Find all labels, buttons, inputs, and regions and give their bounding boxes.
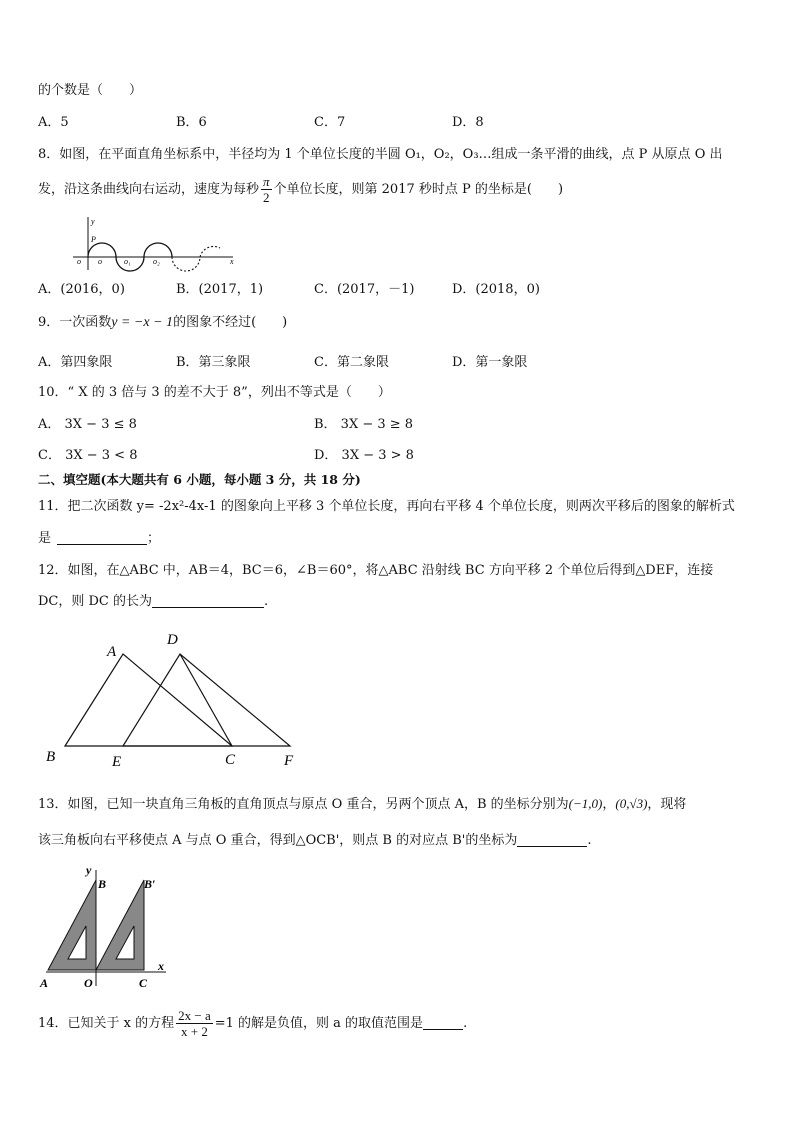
q13-stem-line2-post: . xyxy=(587,833,592,848)
q10-option-c: C． 3X − 3 < 8 xyxy=(38,448,138,463)
q14-stem-post: . xyxy=(463,1016,468,1031)
q11-stem-line2-post: ； xyxy=(147,531,161,546)
q10-option-b: B． 3X − 3 ≥ 8 xyxy=(314,417,414,432)
q8-label-y: y xyxy=(91,217,95,226)
q9-option-c: C．第二象限 xyxy=(314,355,389,370)
q13-label-a: A xyxy=(40,976,49,990)
q12-segment-dc xyxy=(180,654,232,746)
q10-option-a: A． 3X − 3 ≤ 8 xyxy=(38,417,137,432)
q14-stem xyxy=(38,1006,467,1042)
q13-label-x: x xyxy=(158,959,164,973)
q12-label-e: E xyxy=(112,754,122,770)
q9-stem xyxy=(38,314,287,332)
q8-label-p: P xyxy=(91,235,96,244)
q8-stem-line2 xyxy=(38,174,563,206)
q13-coord-b: (0,√3) xyxy=(615,796,648,811)
q7-stem-tail: 的个数是（ ） xyxy=(38,83,143,98)
q8-figure xyxy=(68,212,243,272)
q14-stem-pre: 14．已知关于 x 的方程 xyxy=(38,1016,175,1031)
q8-frac-den: 2 xyxy=(263,190,270,205)
q14-answer-blank[interactable] xyxy=(423,1015,463,1030)
q13-stem-line2 xyxy=(38,832,592,850)
q9-option-a: A．第四象限 xyxy=(38,355,113,370)
q8-stem-line1: 8．如图，在平面直角坐标系中，半径均为 1 个单位长度的半圆 O₁，O₂，O₃…组成一条平滑的曲线，点 P 从原点 O 出 xyxy=(38,147,723,162)
q13-comma: ， xyxy=(602,797,616,812)
q13-stem-line1-pre: 13．如图，已知一块直角三角板的直角顶点与原点 O 重合，另两个顶点 A，B 的坐标分别为 xyxy=(38,797,569,812)
q11-stem-line2 xyxy=(38,530,160,548)
q9-stem-post: 的图象不经过( ) xyxy=(173,315,288,330)
q8-label-o2: o₁ xyxy=(124,257,131,266)
q8-stem-line2-post: 个单位长度，则第 2017 秒时点 P 的坐标是( ) xyxy=(273,182,564,197)
q8-option-c: C．(2017，－1) xyxy=(314,282,415,297)
q13-stem-line1-post: ，现将 xyxy=(647,797,687,812)
q9-stem-pre: 9．一次函数 xyxy=(38,315,112,330)
q8-label-x: x xyxy=(230,257,234,266)
q12-label-b: B xyxy=(46,749,56,765)
q8-semicircle-4-dashed xyxy=(172,257,200,271)
q13-figure xyxy=(36,862,176,996)
q14-frac-num: 2x − a xyxy=(178,1008,211,1023)
q12-figure xyxy=(40,626,310,774)
q8-option-a: A．(2016，0) xyxy=(38,282,125,297)
q8-label-o1: o xyxy=(98,257,102,266)
q14-frac-den: x + 2 xyxy=(181,1024,208,1039)
q12-stem-line1: 12．如图，在△ABC 中，AB＝4，BC＝6，∠B＝60°，将△ABC 沿射线 BC 方向平移 2 个单位后得到△DEF，连接 xyxy=(38,563,714,578)
q13-stem-line1 xyxy=(38,795,686,814)
q13-set-square-original xyxy=(48,880,96,970)
q13-label-b-prime: B′ xyxy=(144,877,156,891)
q12-label-c: C xyxy=(225,752,236,768)
q13-label-y: y xyxy=(86,863,92,877)
q12-label-d: D xyxy=(167,632,178,648)
q9-option-d: D．第一象限 xyxy=(452,355,528,370)
q8-speed-fraction xyxy=(261,174,272,205)
q14-stem-mid: =1 的解是负值，则 a 的取值范围是 xyxy=(214,1016,424,1031)
q8-frac-num: π xyxy=(263,174,270,189)
q13-answer-blank[interactable] xyxy=(517,832,587,847)
q12-label-a: A xyxy=(107,644,117,660)
q12-answer-blank[interactable] xyxy=(152,593,264,608)
q10-stem: 10．“ X 的 3 倍与 3 的差不大于 8”，列出不等式是（ ） xyxy=(38,385,391,400)
q9-formula: y = −x − 1 xyxy=(111,315,174,330)
q11-answer-blank[interactable] xyxy=(57,530,147,545)
q13-label-o: O xyxy=(84,976,93,990)
q8-semicircle-3 xyxy=(144,243,172,257)
q14-fraction xyxy=(176,1008,213,1039)
q8-option-b: B．(2017，1) xyxy=(176,282,264,297)
q7-option-d: D．8 xyxy=(452,115,484,130)
q13-set-square-translated xyxy=(96,880,144,970)
q12-stem-line2 xyxy=(38,593,268,611)
q13-label-c: C xyxy=(139,976,148,990)
q7-option-b: B．6 xyxy=(176,115,207,130)
q13-stem-line2-pre: 该三角板向右平移使点 A 与点 O 重合，得到△OCB'，则点 B 的对应点 B'的坐标为 xyxy=(38,833,518,848)
q8-semicircle-5-dashed xyxy=(200,246,220,257)
q13-coord-a: (−1,0) xyxy=(568,796,603,811)
q11-stem-line1: 11．把二次函数 y= -2x²-4x-1 的图象向上平移 3 个单位长度，再向右平移 4 个单位长度，则两次平移后的图象的解析式 xyxy=(38,499,735,514)
q12-triangle-abc xyxy=(65,654,232,746)
section-2-heading: 二、填空题(本大题共有 6 小题，每小题 3 分，共 18 分) xyxy=(38,472,361,487)
q12-label-f: F xyxy=(284,753,294,769)
q10-option-d: D． 3X − 3 > 8 xyxy=(314,448,414,463)
q7-option-c: C．7 xyxy=(314,115,346,130)
q8-stem-line2-pre: 发，沿这条曲线向右运动，速度为每秒 xyxy=(38,182,260,197)
q8-semicircle-1 xyxy=(88,243,116,257)
q11-stem-line2-pre: 是 xyxy=(38,531,52,546)
q12-stem-line2-pre: DC，则 DC 的长为 xyxy=(38,594,153,609)
q8-label-origin: o xyxy=(77,257,81,266)
q8-option-d: D．(2018，0) xyxy=(452,282,540,297)
q12-stem-line2-post: . xyxy=(264,594,269,609)
q8-label-o3: o₂ xyxy=(153,257,160,266)
q9-option-b: B．第三象限 xyxy=(176,355,251,370)
q7-option-a: A．5 xyxy=(38,115,69,130)
q13-label-b: B xyxy=(98,877,107,891)
